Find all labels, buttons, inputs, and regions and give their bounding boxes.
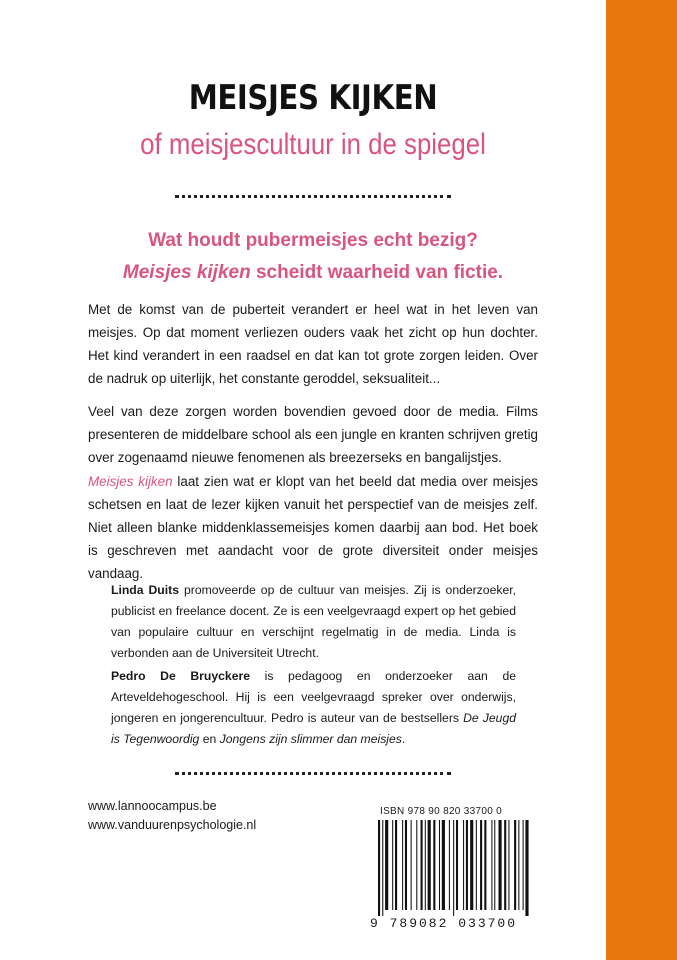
barcode-bar [405,820,407,910]
lead-tagline-rest: scheidt waarheid van fictie. [250,262,504,283]
barcode-bar [463,820,464,910]
blurb-paragraph-1: Met de komst van de puberteit verandert er heel wat in het leven van meisjes. Op dat moment verliezen ouders vaak het zicht op hun dochter. Het kind verandert in een raadsel en dat kan tot grote zorgen leiden. Over de nadruk op uiterlijk, het constante geroddel, seksualiteit... [88,302,538,386]
barcode-bar [392,820,393,910]
barcode-bar [382,820,383,916]
barcode-bar [494,820,495,910]
barcode-bar [491,820,492,910]
blurb-paragraph-3 [88,470,538,585]
author-bio-pedro [111,666,516,750]
blurb-book-title: Meisjes kijken [88,474,173,489]
author-name-pedro: Pedro De Bruyckere [111,669,250,683]
author-bio-linda-text: promoveerde op de cultuur van meisjes. Zij is onderzoeker, publicist en freelance docent. Ze is een veelgevraagd expert op het gebied van populaire cultuur en verschijnt regelmatig in de media. Linda is verbonden aan de Universiteit Utrecht. [111,583,517,660]
author-bio-linda [111,580,516,664]
book-title-1: De Jeugd is Tegenwoordig [111,711,516,746]
dotted-divider-top [175,195,451,198]
blurb-paragraph-3-text: laat zien wat er klopt van het beeld dat media over meisjes schetsen en laat de lezer kijken vanuit het perspectief van de meisjes zelf. Niet alleen blanke middenklassemeisjes komen daarbij aan bod. Het boek is geschreven met aandacht voor de grote diversiteit onder meisjes vandaag. [88,474,538,581]
barcode-bar [421,820,423,910]
barcode-bar [456,820,458,910]
barcode-bar [466,820,468,910]
url-vanduuren[interactable]: www.vanduurenpsychologie.nl [88,818,257,832]
isbn-label: ISBN 978 90 820 33700 0 [380,806,502,817]
publisher-urls [88,797,256,835]
barcode-bar [395,820,397,910]
lead-question: Wat houdt pubermeisjes echt bezig? [148,230,478,251]
barcode-bar [453,820,454,916]
author-bio-pedro-end: . [401,732,406,746]
barcode-bars-icon [378,820,562,916]
author-name-linda: Linda Duits [111,583,179,597]
barcode-bar [402,820,403,910]
barcode-bar [416,820,417,910]
book-subtitle: of meisjescultuur in de spiegel [140,128,486,161]
barcode-bar [470,820,473,910]
barcode-bar [476,820,477,910]
barcode-bar [433,820,435,910]
blurb-paragraph-2: Veel van deze zorgen worden bovendien gevoed door de media. Films presenteren de middelbare school als een jungle en kranten schrijven gretig over zogenaamd nieuwe fenomenen als breezerseks en bangalijstjes. [88,404,538,465]
lead-tagline [88,262,538,284]
lead-tagline-emph: Meisjes kijken [122,262,251,283]
isbn-barcode [370,806,568,938]
book-title: MEISJES KIJKEN [188,78,438,118]
spine-band [606,0,677,960]
book-title-2: Jongens zijn slimmer dan meisjes [219,732,402,746]
barcode-bar [449,820,450,910]
barcode-bar [480,820,482,910]
barcode-bar [525,820,528,916]
barcode-bar [523,820,524,910]
url-lannoocampus[interactable]: www.lannoocampus.be [88,799,217,813]
barcode-bar [425,820,426,910]
barcode-bar [411,820,412,910]
barcode-bar [484,820,486,910]
barcode-bar [385,820,388,910]
dotted-divider-bottom [175,772,451,775]
barcode-bar [508,820,509,910]
author-bio-pedro-text: is pedagoog en onderzoeker aan de Arteveldehogeschool. Hij is een veelgevraagd spreker over onderwijs, jongeren en jongerencultuur. Pedro is auteur van de bestsellers [111,669,516,725]
barcode-digits: 9 789082 033700 [370,916,518,931]
barcode-bar [378,820,380,916]
barcode-bar [518,820,519,910]
barcode-bar [504,820,506,910]
barcode-bar [442,820,445,910]
author-bio-pedro-and: en [199,732,220,746]
barcode-bar [514,820,516,910]
barcode-bar [498,820,501,910]
barcode-bar [439,820,440,910]
barcode-bar [428,820,431,910]
